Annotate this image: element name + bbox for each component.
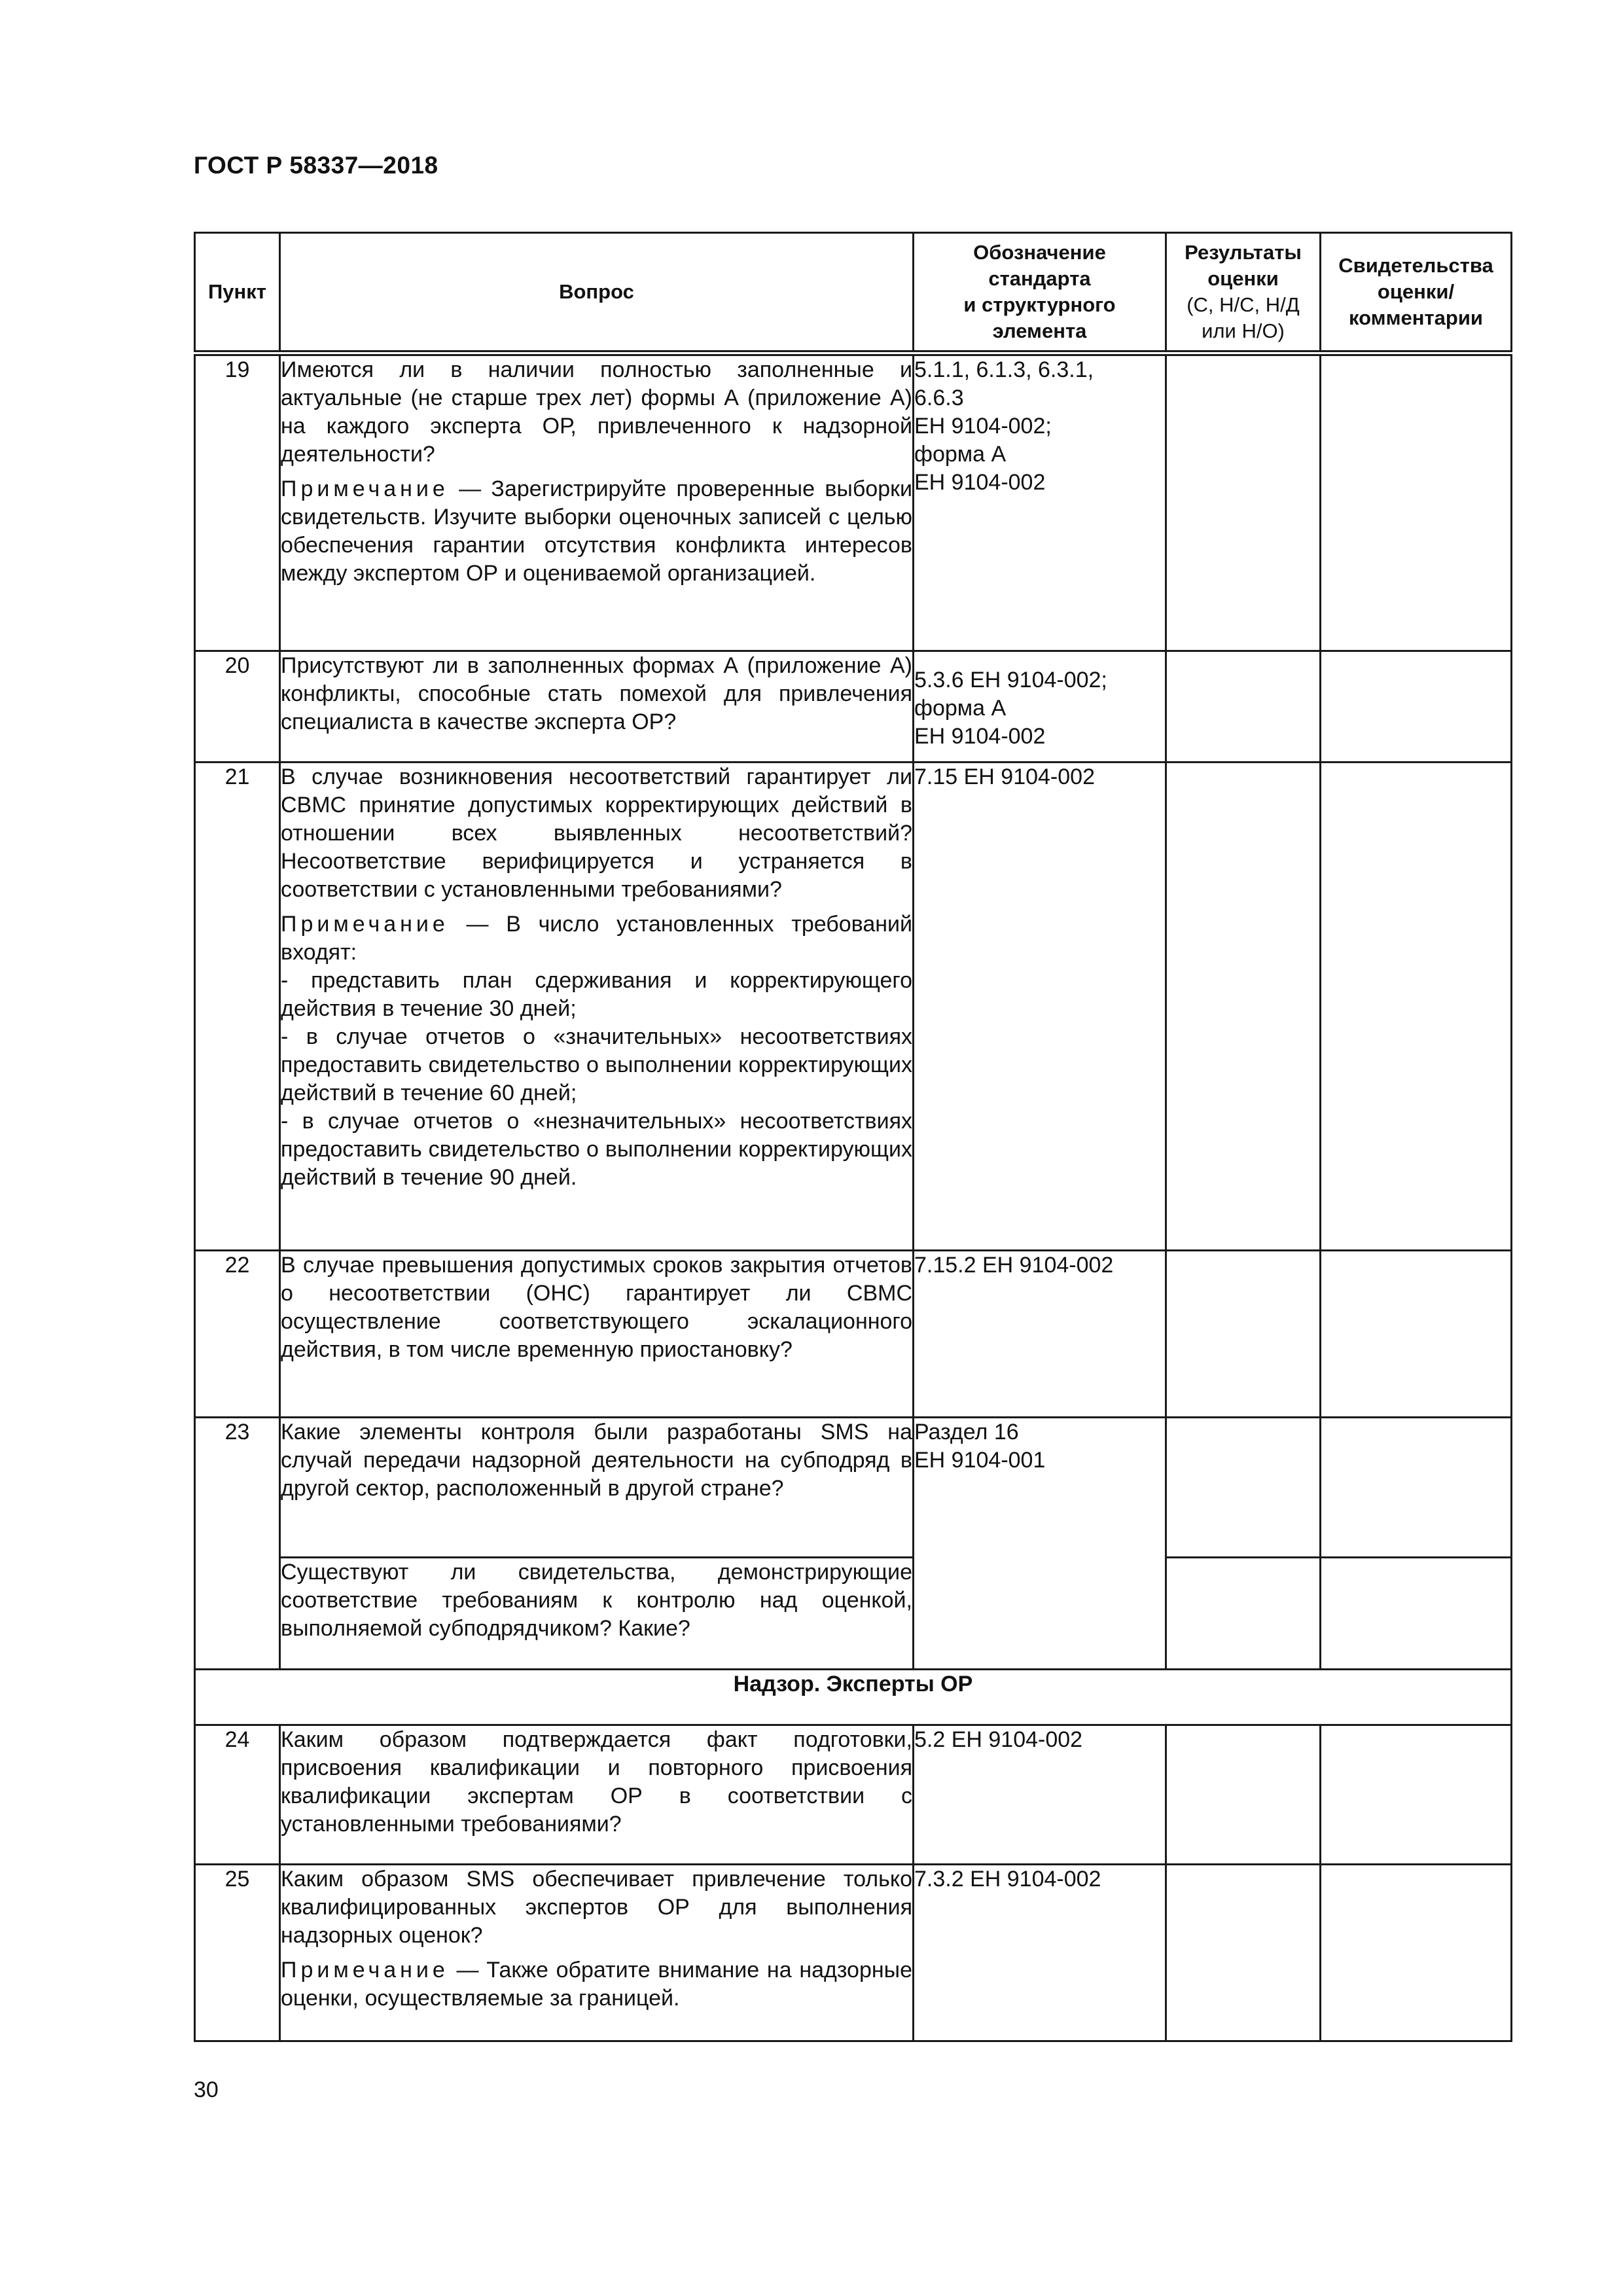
table-row xyxy=(195,353,1512,651)
standard-line: 6.6.3 xyxy=(914,386,964,410)
result-cell[interactable] xyxy=(1166,762,1321,1251)
evidence-cell[interactable] xyxy=(1321,1725,1512,1865)
evidence-cell[interactable] xyxy=(1321,762,1512,1251)
header-result-detail: (С, Н/С, Н/Д xyxy=(1186,293,1300,316)
standard-line: 7.15 ЕН 9104-002 xyxy=(914,764,1095,789)
header-standard-line: элемента xyxy=(992,319,1087,342)
standard-line: 5.2 ЕН 9104-002 xyxy=(914,1727,1083,1752)
section-row xyxy=(195,1670,1512,1725)
header-standard-line: Обозначение xyxy=(973,241,1106,264)
header-evidence xyxy=(1321,233,1512,353)
evidence-cell[interactable] xyxy=(1321,651,1512,762)
table-row xyxy=(195,1865,1512,2041)
result-cell[interactable] xyxy=(1166,1418,1321,1558)
standard-cell xyxy=(914,651,1166,762)
note-item: - в случае отчетов о «незначительных» несоответствиях предоставить свидетельство о выполнении корректирующих действий в течение 90 дней. xyxy=(281,1109,912,1190)
header-row xyxy=(195,233,1512,353)
header-result-line: оценки xyxy=(1207,267,1279,290)
header-evidence-line: оценки/ xyxy=(1377,280,1455,303)
standard-cell xyxy=(914,1251,1166,1418)
question-cell xyxy=(280,651,914,762)
table-row xyxy=(195,1558,1512,1670)
standard-line: 7.3.2 ЕН 9104-002 xyxy=(914,1867,1101,1892)
note-label: Примечание xyxy=(281,1958,449,1982)
standard-line: форма А xyxy=(914,696,1007,721)
question-text: Каким образом подтверждается факт подготовки, присвоения квалификации и повторного присвоения квалификации экспертам ОР в соответствии с установленными требованиями? xyxy=(281,1727,912,1837)
standard-cell xyxy=(914,1865,1166,2041)
evidence-cell[interactable] xyxy=(1321,353,1512,651)
result-cell[interactable] xyxy=(1166,1865,1321,2041)
standard-line: 7.15.2 ЕН 9104-002 xyxy=(914,1253,1114,1278)
evidence-cell[interactable] xyxy=(1321,1251,1512,1418)
table-row xyxy=(195,762,1512,1251)
table-row xyxy=(195,651,1512,762)
question-cell xyxy=(280,1558,914,1670)
assessment-table xyxy=(194,232,1512,2042)
question-text: Присутствуют ли в заполненных формах А (приложение А) конфликты, способные стать помехой для привлечения специалиста в качестве эксперта ОР? xyxy=(281,653,912,734)
note-text: — Зарегистрируйте проверенные выборки свидетельств. Изучите выборки оценочных записей с целью обеспечения гарантии отсутствия конфликта интересов между экспертом ОР и оцениваемой организацией. xyxy=(281,476,912,586)
question-text: Какие элементы контроля были разработаны SMS на случай передачи надзорной деятельности на субподряд в другой сектор, расположенный в другой стране? xyxy=(281,1420,912,1501)
item-number: 24 xyxy=(195,1725,280,1865)
header-result xyxy=(1166,233,1321,353)
standard-line: ЕН 9104-002; xyxy=(914,414,1052,439)
standard-line: ЕН 9104-002 xyxy=(914,470,1046,495)
question-text: В случае превышения допустимых сроков закрытия отчетов о несоответствии (ОНС) гарантирует ли СВМС осуществление соответствующего эскалационного действия, в том числе временную приостановку? xyxy=(281,1253,912,1362)
header-standard-line: и структурного xyxy=(963,293,1116,316)
note-text: — Также обратите внимание на надзорные оценки, осуществляемые за границей. xyxy=(281,1958,912,2011)
result-cell[interactable] xyxy=(1166,1558,1321,1670)
header-evidence-line: комментарии xyxy=(1349,306,1483,329)
table-row xyxy=(195,1251,1512,1418)
section-title: Надзор. Эксперты ОР xyxy=(195,1670,1512,1725)
question-text: В случае возникновения несоответствий гарантирует ли СВМС принятие допустимых корректирующих действий в отношении всех выявленных несоответствий? Несоответствие верифицируется и устраняется в соответствии с установленными требованиями? xyxy=(281,764,912,902)
item-number: 21 xyxy=(195,762,280,1251)
standard-line: ЕН 9104-002 xyxy=(914,724,1046,749)
table-row xyxy=(195,1418,1512,1558)
result-cell[interactable] xyxy=(1166,353,1321,651)
result-cell[interactable] xyxy=(1166,1725,1321,1865)
note xyxy=(281,910,912,967)
question-cell xyxy=(280,1251,914,1418)
header-item: Пункт xyxy=(195,233,280,353)
note xyxy=(281,475,912,588)
evidence-cell[interactable] xyxy=(1321,1558,1512,1670)
table-row xyxy=(195,1725,1512,1865)
item-number: 23 xyxy=(195,1418,280,1670)
item-number: 22 xyxy=(195,1251,280,1418)
note-label: Примечание xyxy=(281,912,449,937)
note-item: - представить план сдерживания и корректирующего действия в течение 30 дней; xyxy=(281,968,912,1021)
question-cell xyxy=(280,353,914,651)
question-cell xyxy=(280,762,914,1251)
document-title: ГОСТ Р 58337—2018 xyxy=(194,152,438,179)
header-standard xyxy=(914,233,1166,353)
item-number: 19 xyxy=(195,353,280,651)
item-number: 25 xyxy=(195,1865,280,2041)
item-number: 20 xyxy=(195,651,280,762)
standard-cell xyxy=(914,1418,1166,1670)
standard-cell xyxy=(914,353,1166,651)
question-cell xyxy=(280,1865,914,2041)
header-evidence-line: Свидетельства xyxy=(1338,254,1493,277)
header-result-detail: или Н/О) xyxy=(1202,319,1285,342)
question-text: Каким образом SMS обеспечивает привлечение только квалифицированных экспертов ОР для выполнения надзорных оценок? xyxy=(281,1867,912,1948)
question-cell xyxy=(280,1418,914,1558)
note xyxy=(281,1956,912,2013)
evidence-cell[interactable] xyxy=(1321,1418,1512,1558)
evidence-cell[interactable] xyxy=(1321,1865,1512,2041)
question-cell xyxy=(280,1725,914,1865)
question-text: Существуют ли свидетельства, демонстрирующие соответствие требованиям к контролю над оценкой, выполняемой субподрядчиком? Какие? xyxy=(281,1560,912,1641)
standard-line: 5.1.1, 6.1.3, 6.3.1, xyxy=(914,357,1094,382)
note-text: — В число установленных требований входят: xyxy=(281,912,912,965)
header-result-line: Результаты xyxy=(1185,241,1302,264)
standard-line: 5.3.6 ЕН 9104-002; xyxy=(914,668,1107,692)
header-question: Вопрос xyxy=(280,233,914,353)
standard-cell xyxy=(914,762,1166,1251)
page-number: 30 xyxy=(194,2077,219,2102)
standard-line: форма А xyxy=(914,442,1007,467)
result-cell[interactable] xyxy=(1166,651,1321,762)
result-cell[interactable] xyxy=(1166,1251,1321,1418)
question-text: Имеются ли в наличии полностью заполненные и актуальные (не старше трех лет) формы А (приложение А) на каждого эксперта ОР, привлеченного к надзорной деятельности? xyxy=(281,357,912,467)
note-label: Примечание xyxy=(281,476,449,501)
standard-line: Раздел 16 xyxy=(914,1420,1019,1444)
header-standard-line: стандарта xyxy=(988,267,1091,290)
standard-cell xyxy=(914,1725,1166,1865)
standard-line: ЕН 9104-001 xyxy=(914,1448,1046,1473)
note-item: - в случае отчетов о «значительных» несоответствиях предоставить свидетельство о выполнении корректирующих действий в течение 60 дней; xyxy=(281,1024,912,1105)
